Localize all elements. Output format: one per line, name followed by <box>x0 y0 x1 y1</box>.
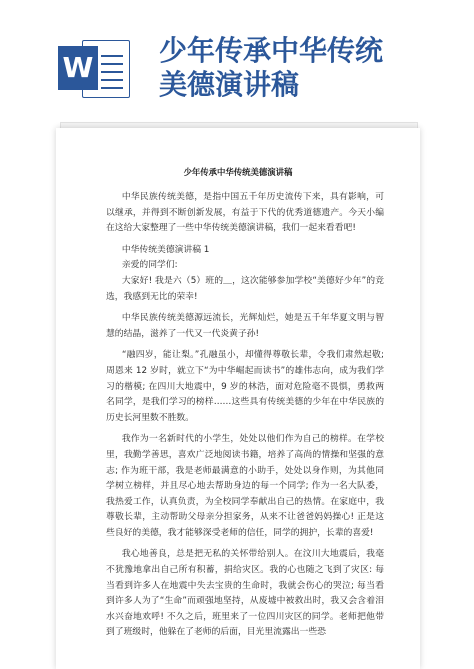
paragraph: 亲爱的同学们: <box>121 260 178 271</box>
word-icon-line <box>101 63 123 65</box>
paragraph: 中华传统美德演讲稿 1 <box>121 244 210 255</box>
document-title: 少年传承中华传统美德演讲稿 <box>183 167 293 177</box>
word-icon <box>58 36 134 100</box>
banner-title-line2: 美德演讲稿 <box>159 68 300 101</box>
document-preview <box>56 128 420 669</box>
paragraph: 中华民族传统美德源远流长，光辉灿烂，她是五千年华夏文明与智慧的结晶，滋养了一代又一代炎黄子孙! <box>106 313 384 339</box>
paragraph: 中华民族传统美德，是指中国五千年历史流传下来，具有影响，可以继承，并得到不断创新发展，有益于下代的优秀道德遗产。今天小编在这给大家整理了一些中华传统美德演讲稿，我们一起来看看吧! <box>106 192 384 234</box>
paragraph: 我心地善良，总是把无私的关怀带给别人。在汶川大地震后，我毫不犹豫地拿出自己所有积蓄，捐给灾区。我的心也随之飞到了灾区: 每当看到许多人在地震中失去宝贵的生命时，我就会伤心的哭泣; 每当看到许多人为了“生命”而顽强地坚持，从废墟中被救出时，我又会含着泪水兴奋地欢呼! 不久之后，班里来了一位四川灾区的同学。老师把他带到了班级时，他躲在了老师的后面，目光里流露出一些恐 <box>106 549 384 638</box>
banner <box>0 0 474 120</box>
paragraph: 大家好! 我是六（5）班的＿，这次能够参加学校“美德好少年”的竞选，我感到无比的荣幸! <box>106 275 384 302</box>
paragraph: “融四岁，能让梨。”孔融虽小，却懂得尊敬长辈，令我们肃然起敬; 周恩来 12 岁时，就立下“为中华崛起而读书”的雄伟志向，成为我们学习的楷模; 在四川大地震中，9 岁的林浩，面对危险毫不畏惧，勇救两名同学，是我们学习的榜样……这些具有传统美德的少年在中华民族的历史长河里数不胜数。 <box>106 350 384 423</box>
word-icon-line <box>101 87 123 89</box>
word-icon-line <box>101 71 123 73</box>
paragraph: 我作为一名新时代的小学生，处处以他们作为自己的榜样。在学校里，我勤学善思，喜欢广泛地阅读书籍，培养了高尚的情操和坚强的意志; 作为班干部，我是老师最满意的小助手，处处以身作则，为其他同学树立榜样，并且尽心地去帮助身边的每一个同学; 作为一名大队委，我热爱工作，认真负责，为全校同学奉献出自己的热情。在家庭中，我尊敬长辈，主动帮助父母亲分担家务，从来不让爸爸妈妈操心! 正是这些良好的美德，我才能够深受老师的信任，同学的拥护，长辈的喜爱! <box>106 434 384 538</box>
word-icon-line <box>101 79 123 81</box>
banner-title <box>159 34 459 102</box>
banner-title-line1: 少年传承中华传统 <box>159 34 384 67</box>
document-body <box>56 190 420 641</box>
word-icon-line <box>101 55 123 57</box>
document-page <box>56 128 420 669</box>
word-icon-letter: W <box>58 46 98 90</box>
